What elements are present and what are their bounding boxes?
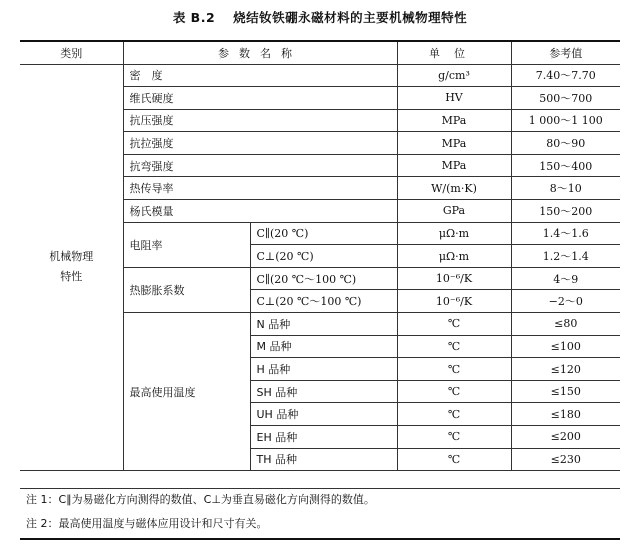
unit-cell: ℃ [397, 335, 511, 358]
unit-cell: μΩ·m [397, 222, 511, 245]
param-name: 抗弯强度 [123, 154, 397, 177]
value-cell: 7.40～7.70 [511, 64, 620, 87]
category-line1: 机械物理 [49, 250, 94, 264]
value-cell: ≤180 [511, 403, 620, 426]
table-number: 表 B.2 [172, 10, 216, 25]
grade-cell: M 品种 [250, 335, 397, 358]
unit-cell: ℃ [397, 403, 511, 426]
condition-cell: C∥(20 ℃～100 ℃) [250, 267, 397, 290]
unit-cell: HV [397, 87, 511, 110]
unit-cell: W/(m·K) [397, 177, 511, 200]
unit-cell: MPa [397, 109, 511, 132]
unit-cell: μΩ·m [397, 245, 511, 268]
value-cell: 1.2～1.4 [511, 245, 620, 268]
param-name: 杨氏模量 [123, 200, 397, 223]
header-ref: 参考值 [511, 42, 620, 64]
value-cell: ≤230 [511, 448, 620, 471]
unit-cell: MPa [397, 132, 511, 155]
param-name: 抗压强度 [123, 109, 397, 132]
param-name: 热传导率 [123, 177, 397, 200]
category-cell [20, 64, 123, 471]
value-cell: 8～10 [511, 177, 620, 200]
header-param: 参数名称 [123, 42, 397, 64]
value-cell: 1.4～1.6 [511, 222, 620, 245]
value-cell: ≤100 [511, 335, 620, 358]
unit-cell: 10⁻⁶/K [397, 267, 511, 290]
value-cell: 150～400 [511, 154, 620, 177]
properties-table [20, 42, 620, 471]
unit-cell: GPa [397, 200, 511, 223]
header-unit: 单位 [397, 42, 511, 64]
condition-cell: C∥(20 ℃) [250, 222, 397, 245]
header-category: 类别 [20, 42, 123, 64]
value-cell: 500～700 [511, 87, 620, 110]
value-cell: 1 000～1 100 [511, 109, 620, 132]
category-line2: 特性 [60, 270, 83, 284]
value-cell: 4～9 [511, 267, 620, 290]
param-name: 维氏硬度 [123, 87, 397, 110]
table-caption: 烧结钕铁硼永磁材料的主要机械物理特性 [233, 10, 468, 25]
param-name-expansion: 热膨胀系数 [123, 267, 250, 312]
value-cell: 80～90 [511, 132, 620, 155]
note-1: 注 1：C∥为易磁化方向测得的数值、C⊥为垂直易磁化方向测得的数值。 [26, 493, 375, 506]
param-name: 抗拉强度 [123, 132, 397, 155]
grade-cell: H 品种 [250, 358, 397, 381]
unit-cell: 10⁻⁶/K [397, 290, 511, 313]
condition-cell: C⊥(20 ℃) [250, 245, 397, 268]
grade-cell: SH 品种 [250, 380, 397, 403]
unit-cell: ℃ [397, 448, 511, 471]
param-name-resistivity: 电阻率 [123, 222, 250, 267]
grade-cell: EH 品种 [250, 426, 397, 449]
header-row [20, 42, 620, 64]
unit-cell: g/cm³ [397, 64, 511, 87]
unit-cell: ℃ [397, 426, 511, 449]
unit-cell: MPa [397, 154, 511, 177]
table-notes [20, 488, 620, 536]
note-2: 注 2：最高使用温度与磁体应用设计和尺寸有关。 [26, 517, 268, 530]
param-name-max-temp: 最高使用温度 [123, 313, 250, 471]
unit-cell: ℃ [397, 380, 511, 403]
table-title [0, 8, 640, 26]
param-name: 密 度 [123, 64, 397, 87]
value-cell: ≤120 [511, 358, 620, 381]
grade-cell: N 品种 [250, 313, 397, 336]
value-cell: −2～0 [511, 290, 620, 313]
condition-cell: C⊥(20 ℃～100 ℃) [250, 290, 397, 313]
unit-cell: ℃ [397, 358, 511, 381]
grade-cell: TH 品种 [250, 448, 397, 471]
unit-cell: ℃ [397, 313, 511, 336]
table-row [20, 64, 620, 87]
value-cell: ≤150 [511, 380, 620, 403]
grade-cell: UH 品种 [250, 403, 397, 426]
value-cell: 150～200 [511, 200, 620, 223]
value-cell: ≤80 [511, 313, 620, 336]
value-cell: ≤200 [511, 426, 620, 449]
